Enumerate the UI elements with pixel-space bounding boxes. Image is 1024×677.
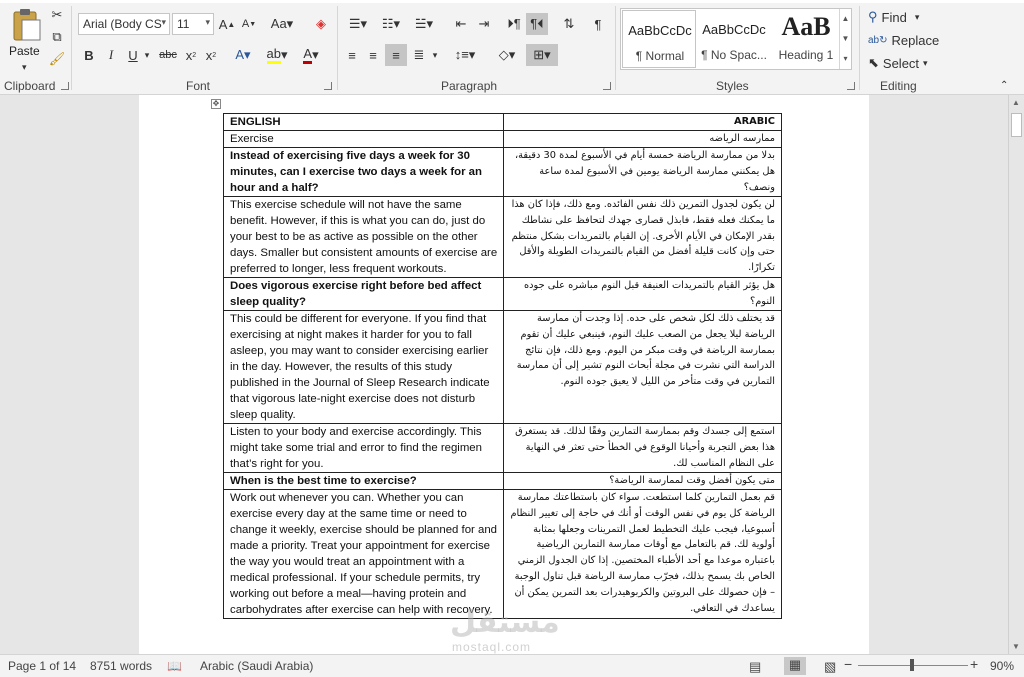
english-cell[interactable]: When is the best time to exercise?	[224, 473, 504, 490]
rtl-direction-icon[interactable]: ¶⏴	[526, 13, 548, 35]
arabic-cell[interactable]: بدلا من ممارسة الرياضة خمسة أيام في الأسبوع لمدة 30 دقيقة، هل يمكنني ممارسة الرياضة يومين في الأسبوع لمدة ساعة ونصف؟	[504, 148, 782, 197]
style-no-spacing[interactable]	[697, 10, 771, 68]
scroll-up-icon[interactable]: ▲	[1012, 98, 1020, 107]
style-sample: AaBbCcDc	[628, 23, 692, 38]
style-sample: AaBbCcDc	[702, 22, 766, 37]
find-button[interactable]	[868, 9, 919, 25]
font-family-combo[interactable]	[78, 13, 170, 35]
justify-icon[interactable]: ≣	[413, 47, 425, 62]
cut-icon[interactable]: ✂	[51, 7, 63, 22]
ribbon	[0, 0, 1024, 95]
chevron-down-icon[interactable]: ▾	[144, 49, 150, 60]
paste-dropdown-icon[interactable]: ▾	[22, 62, 27, 72]
zoom-slider-thumb[interactable]	[910, 659, 914, 671]
chevron-down-icon: ▾	[914, 11, 920, 22]
align-center-icon[interactable]: ≡	[369, 47, 377, 63]
header-arabic: ARABIC	[504, 114, 782, 131]
bullets-icon[interactable]: ☰▾	[348, 16, 368, 31]
numbering-icon[interactable]: ☷▾	[381, 16, 401, 31]
table-row	[224, 197, 782, 278]
highlight-icon[interactable]: ab ▾	[266, 46, 288, 62]
replace-button[interactable]	[868, 32, 939, 48]
styles-scroll[interactable]: ▲ ▼ ▾	[839, 9, 851, 69]
select-label: Select	[882, 55, 920, 71]
english-cell[interactable]: Listen to your body and exercise accordingly. This might take some trial and error to find the regimen that’s right for you.	[224, 424, 504, 473]
copy-icon[interactable]: ⧉	[52, 29, 62, 44]
paste-icon[interactable]	[8, 6, 44, 42]
font-size-value: 11	[177, 17, 190, 31]
separator	[615, 6, 616, 90]
line-spacing-icon[interactable]: ↕≡▾	[454, 47, 476, 62]
chevron-down-icon[interactable]: ▾	[432, 49, 438, 60]
align-left-icon[interactable]: ≡	[348, 47, 356, 63]
zoom-level[interactable]: 90%	[990, 659, 1015, 673]
watermark-url: mostaql.com	[452, 640, 532, 654]
scroll-down-icon[interactable]: ▼	[1012, 642, 1020, 651]
ltr-direction-icon[interactable]: ⏵¶	[507, 16, 521, 31]
replace-label: Replace	[891, 32, 940, 48]
clipboard-group-label: Clipboard	[4, 79, 56, 93]
table-row	[224, 148, 782, 197]
replace-icon: ab↻	[868, 34, 888, 46]
page-count[interactable]: Page 1 of 14	[8, 659, 77, 673]
translation-table[interactable]	[223, 113, 782, 619]
chevron-down-icon: ▾	[161, 17, 166, 27]
table-row	[224, 278, 782, 311]
english-cell[interactable]: Does vigorous exercise right before bed affect sleep quality?	[224, 278, 504, 311]
zoom-in-icon[interactable]: +	[970, 656, 979, 672]
table-header-row	[224, 114, 782, 131]
change-case-icon[interactable]: Aa▾	[270, 16, 294, 31]
format-painter-icon[interactable]: 🖌	[48, 51, 66, 66]
proofing-icon[interactable]: 📖	[167, 659, 182, 673]
header-english: ENGLISH	[224, 114, 504, 131]
english-cell[interactable]: Instead of exercising five days a week for 30 minutes, can I exercise two days a week for an hour and a half?	[224, 148, 504, 197]
style-name: Heading 1	[778, 48, 834, 62]
font-size-combo[interactable]	[172, 13, 214, 35]
align-right-icon[interactable]: ≡	[385, 44, 407, 66]
arabic-cell[interactable]: ممارسه الرياضه	[504, 131, 782, 148]
italic-icon[interactable]: I	[108, 47, 114, 62]
paste-button[interactable]: Paste	[9, 44, 40, 58]
english-cell[interactable]: This could be different for everyone. If you find that exercising at night makes it harder for you to fall asleep, you may want to consider exercising earlier in the day. However, the results of this study published in the Journal of Sleep Research indicate that vigorous late-night exercise does not disturb sleep quality.	[224, 311, 504, 424]
arabic-cell[interactable]: قد يختلف ذلك لكل شخص على حده. إذا وجدت أن ممارسة الرياضة ليلا يجعل من الصعب عليك النوم، فينبغي عليك أن تقوم بممارسة الرياضة في وقت مبكر من اليوم. ومع ذلك، فإن نتائج الدراسة التي نشرت في مجلة أبحاث النوم تشير إلى أن ممارسة التمارين في وقت متأخر من الليل لا يعيق جوده النوم.	[504, 311, 782, 424]
font-family-value: Arial (Body CS	[83, 17, 162, 31]
styles-group-label: Styles	[716, 79, 749, 93]
select-button[interactable]	[868, 55, 928, 71]
styles-gallery	[620, 8, 852, 70]
sort-icon[interactable]: ⇅	[563, 16, 575, 31]
vertical-scrollbar[interactable]	[1008, 95, 1024, 654]
grow-font-icon[interactable]: A ▲	[218, 16, 236, 32]
decrease-indent-icon[interactable]: ⇤	[455, 16, 467, 31]
separator	[859, 6, 860, 90]
style-name: ¶ Normal	[635, 49, 685, 63]
shrink-font-icon[interactable]: A ▼	[241, 18, 257, 30]
table-row	[224, 473, 782, 490]
paragraph-launcher-icon[interactable]	[603, 82, 611, 90]
editing-group-label: Editing	[880, 79, 917, 93]
watermark-logo: مستقل	[450, 605, 560, 640]
ribbon-top-strip	[0, 0, 1024, 3]
english-cell[interactable]: This exercise schedule will not have the same benefit. However, if this is what you can do, just do your best to be as active as possible on the other days. Smaller but consistent amounts of exercise are preferred to longer, less frequent workouts.	[224, 197, 504, 278]
font-launcher-icon[interactable]	[324, 82, 332, 90]
table-row	[224, 424, 782, 473]
table-row	[224, 490, 782, 619]
style-normal[interactable]	[622, 10, 696, 68]
underline-icon[interactable]: U	[128, 47, 138, 63]
arabic-cell[interactable]: متى يكون أفضل وقت لممارسة الرياضة؟	[504, 473, 782, 490]
font-group-label: Font	[186, 79, 211, 93]
zoom-out-icon[interactable]: −	[844, 656, 853, 672]
word-count[interactable]: 8751 words	[90, 659, 153, 673]
style-name: ¶ No Spac...	[701, 48, 767, 62]
styles-launcher-icon[interactable]	[847, 82, 855, 90]
english-cell[interactable]: Work out whenever you can. Whether you can exercise every day at the same time or need to change it weekly, exercise should be planned for and made a priority. Treat your appointment for exercise the way you would treat an appointment with a medical professional. If your schedule permits, try working out before a meal—having protein and carbohydrates after exercise can help with recovery.	[224, 490, 504, 619]
increase-indent-icon[interactable]: ⇥	[478, 16, 490, 31]
separator	[71, 6, 72, 90]
arabic-cell[interactable]: هل يؤثر القيام بالتمريدات العنيفة قبل النوم مباشره على جوده النوم؟	[504, 278, 782, 311]
cursor-icon: ⬉	[868, 55, 879, 70]
show-formatting-icon[interactable]: ¶	[594, 16, 602, 32]
english-cell[interactable]: Exercise	[224, 131, 504, 148]
chevron-down-icon: ▾	[923, 57, 928, 68]
table-move-handle-icon[interactable]: ✥	[212, 99, 220, 108]
arabic-cell[interactable]: استمع إلى جسدك وقم بممارسة التمارين وفقًا لذلك. قد يستغرق هذا بعض التجربة وأحيانا الوقوع في الخطأ حتى تعثر في النهاية على النظام المناسب لك.	[504, 424, 782, 473]
web-layout-icon[interactable]: ▧	[824, 659, 837, 674]
table-row	[224, 311, 782, 424]
subscript-icon[interactable]: x 2	[185, 47, 197, 63]
status-bar	[0, 654, 1024, 677]
document-page[interactable]	[139, 95, 869, 654]
arabic-cell[interactable]: لن يكون لجدول التمرين ذلك نفس الفائده. ومع ذلك، فإذا كان هذا ما يمكنك فعله فقط، فابذل قصارى جهدك لتحافظ على نشاطك بقدر الإمكان في الأيام الأخرى. إن القيام بالتمريدات بشكل منتظم حتى وإن كانت قليلة أفضل من القيام بالتمريدات الطويلة والأقل تكرارًا.	[504, 197, 782, 278]
style-sample: AaB	[781, 12, 831, 41]
clear-formatting-icon[interactable]: ◈	[316, 16, 326, 31]
bold-icon[interactable]: B	[84, 47, 94, 63]
strikethrough-icon[interactable]: abc	[159, 49, 177, 61]
text-effects-icon[interactable]: A▾	[235, 47, 251, 62]
superscript-icon[interactable]: x 2	[205, 47, 217, 63]
table-row	[224, 131, 782, 148]
multilevel-list-icon[interactable]: ☱▾	[414, 16, 434, 31]
find-label: Find	[881, 9, 907, 25]
separator	[337, 6, 338, 90]
borders-icon[interactable]: ⊞▾	[526, 44, 558, 66]
collapse-ribbon-icon[interactable]: ⌃	[1000, 80, 1009, 91]
language-indicator[interactable]: Arabic (Saudi Arabia)	[200, 659, 314, 673]
shading-icon[interactable]: ◇▾	[498, 47, 516, 62]
print-layout-icon[interactable]: ▦	[784, 657, 806, 675]
style-heading-1[interactable]	[769, 10, 843, 68]
clipboard-launcher-icon[interactable]	[61, 82, 69, 90]
read-mode-icon[interactable]: ▤	[749, 659, 762, 674]
font-color-icon[interactable]: A ▾	[303, 46, 319, 62]
search-icon: ⚲	[868, 9, 878, 24]
arabic-cell[interactable]: قم بعمل التمارين كلما استطعت. سواء كان باستطاعتك ممارسة الرياضة كل يوم في نفس الوقت أو أنك في حاجة إلى تغيير النظام أسبوعيا، فيجب عليك التخطيط لعمل التمرينات وجعلها بمثابة أولوية لك. قم بالتعامل مع أوقات ممارسة التمارين الرياضية باعتباره موعدا مع أحد الأطباء المختصين. إذا كان الجدول الزمني الخاص بك يسمح بذلك، فجرّب ممارسة الرياضة قبل تناول الوجبة – فإن حصولك على البروتين والكربوهيدرات بعد التمرين يمكن أن يساعدك في التعافي.	[504, 490, 782, 619]
scrollbar-thumb[interactable]	[1011, 113, 1022, 137]
paragraph-group-label: Paragraph	[441, 79, 498, 93]
chevron-down-icon: ▾	[205, 17, 210, 27]
